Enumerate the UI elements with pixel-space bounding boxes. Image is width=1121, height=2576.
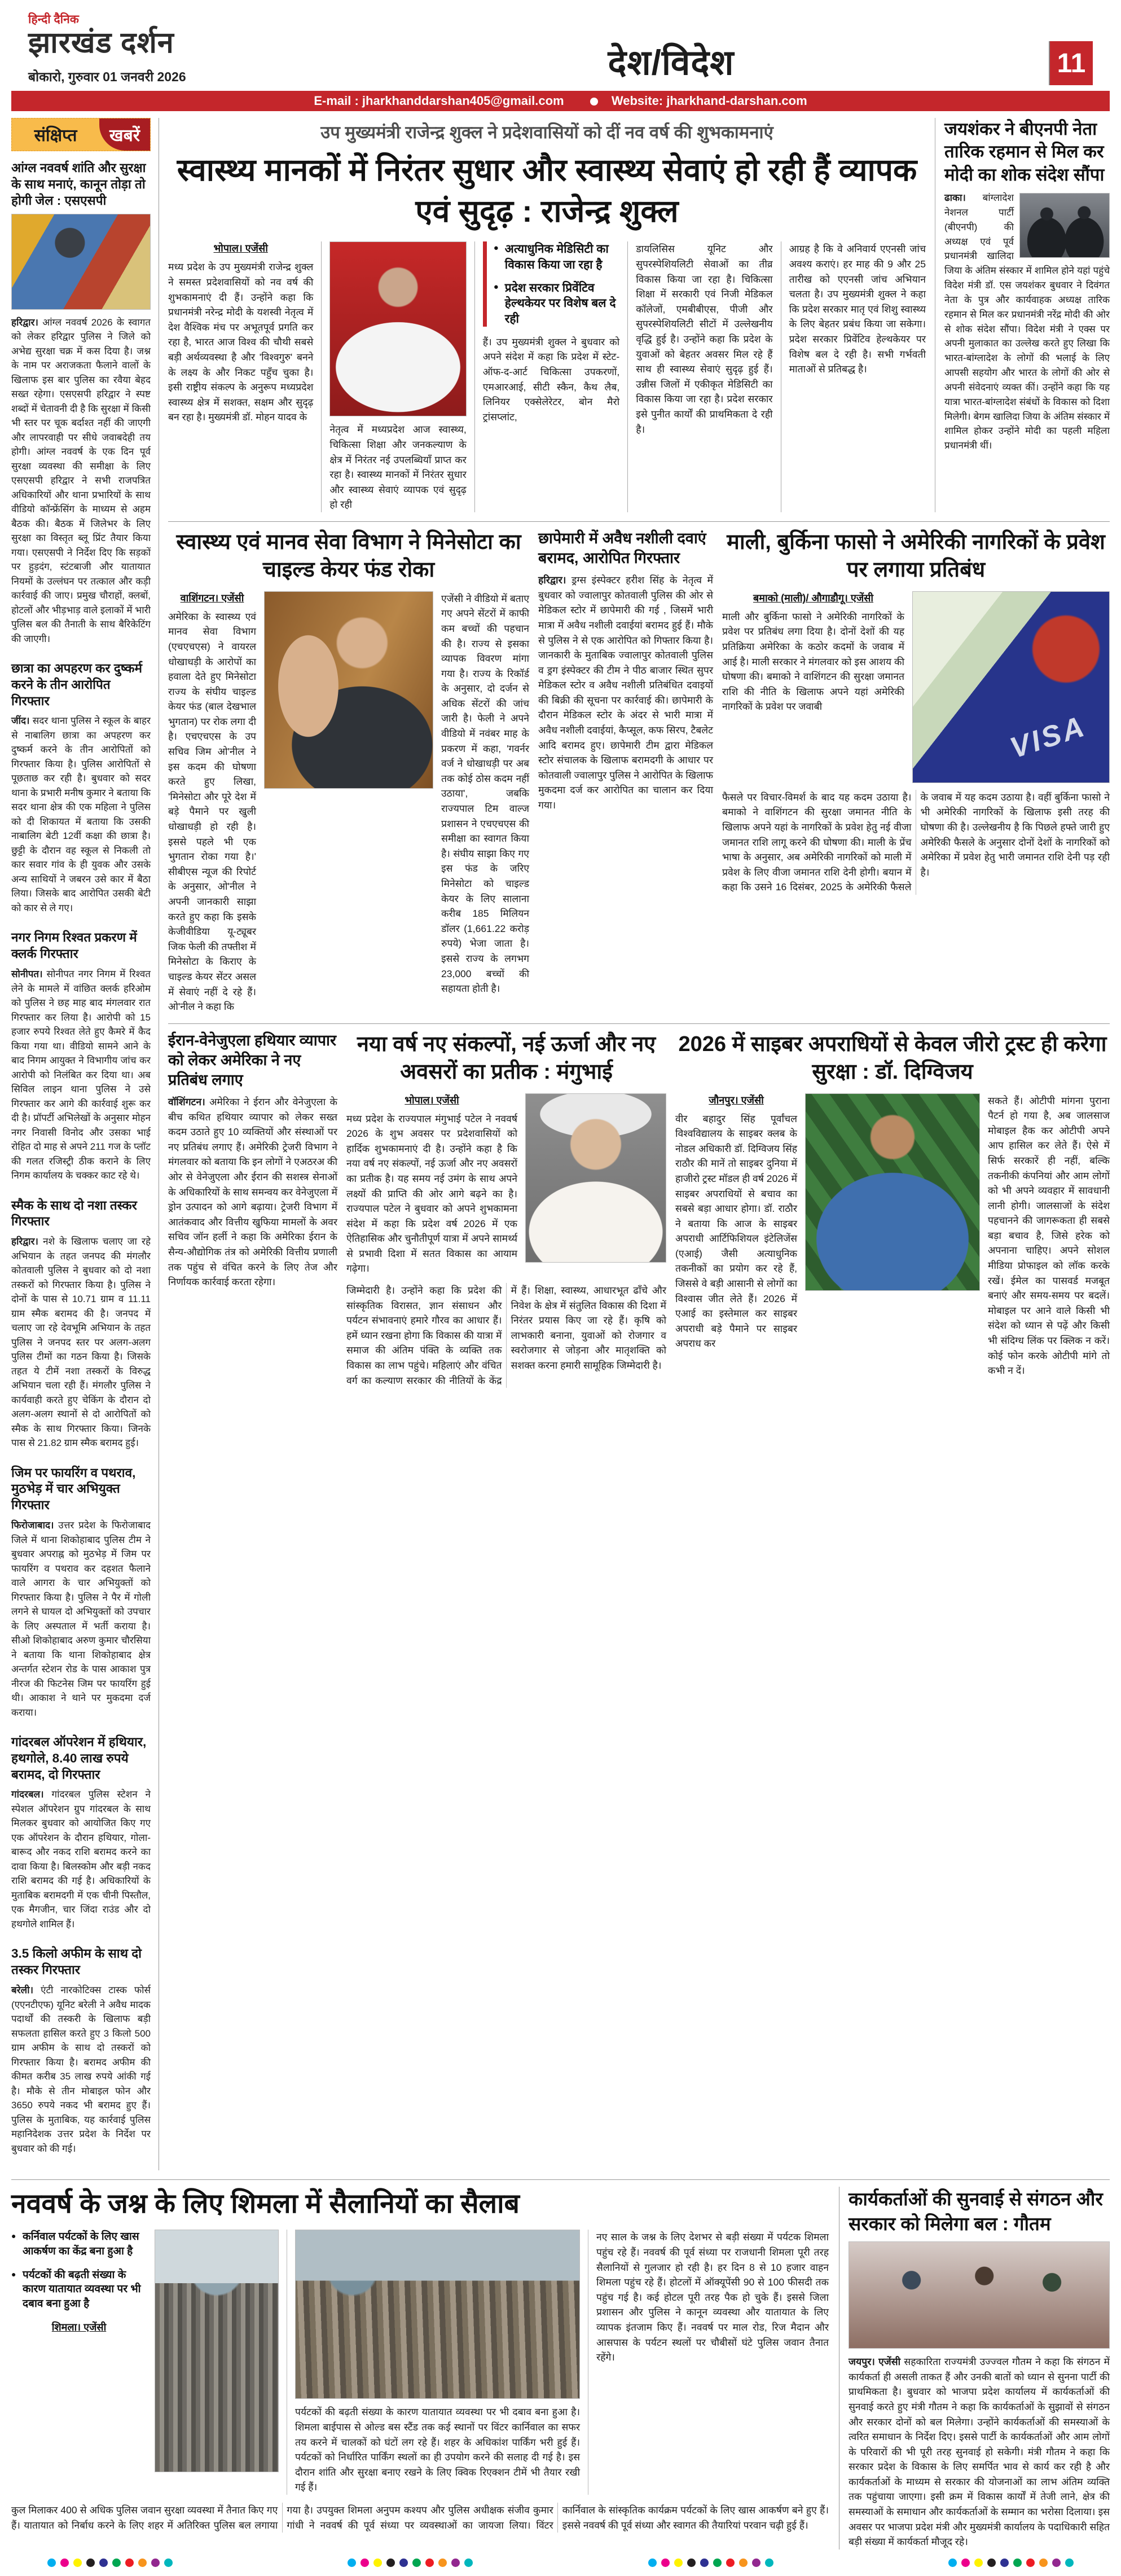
story-body: सकते हैं। ओटीपी मांगना पुराना पैटर्न हो गया है, अब जालसाज मोबाइल हैक कर ओटीपी अपने आप हासिल कर लेते हैं। ऐसे में सिर्फ सरकारें ही नहीं, बल्कि तकनीकी कंपनियां और आम लोगों को भी अपने व्यवहार में सावधानी लानी होगी। जालसाजों के संदेश पहचानने की जागरूकता ही सबसे बड़ा बचाव है, जिसे हरेक को अपनाना चाहिए। अपने सोशल मीडिया प्रोफाइल को लॉक करके रखें। ईमेल का पासवर्ड मजबूत बनाएं और समय-समय पर बदलें। मोबाइल पर आने वाले किसी भी संदेश को ध्यान से पढ़ें और किसी भी संदिग्ध लिंक पर क्लिक न करें। कोई फोन करके ओटीपी मांगे तो कभी न दें। [988,1094,1110,1377]
story-body: कुल मिलाकर 400 से अधिक पुलिस जवान सुरक्षा व्यवस्था में तैनात किए गए हैं। यातायात को निर्बाध करने के लिए शहर में अतिरिक्त पुलिस बल लगाया गया है। उपयुक्त शिमला अनुपम कश्यप और पुलिस अधीक्षक संजीव कुमार गांधी ने नववर्ष की पूर्व संध्या पर व्यवस्थाओं का जायजा लिया। विंटर कार्निवाल के सांस्कृतिक कार्यक्रम पर्यटकों के लिए खास आकर्षण बने हुए हैं। इससे नववर्ष की पूर्व संध्या और स्वागत की तैयारियां परवान चढ़ी हुई हैं। [11,2504,829,2531]
brief-body: एंटी नारकोटिक्स टास्क फोर्स (एएनटीएफ) यूनिट बरेली ने अवैध मादक पदार्थों की तस्करी के खिलाफ बड़ी सफलता हासिल करते हुए 3 किलो 500 ग्राम अफीम के साथ दो तस्करों को गिरफ्तार किया है। बरामद अफीम की कीमत करीब 35 लाख रुपये आंकी गई है। मौके से तीन मोबाइल फोन और 3650 रुपये नकद भी बरामद हुए हैं। पुलिस के मुताबिक, यह कार्रवाई पुलिस महानिदेशक उत्तर प्रदेश के निर्देश पर बुधवार को की गई। [11,1985,151,2154]
story-headline: 2026 में साइबर अपराधियों से केवल जीरो ट्रस्ट ही करेगा सुरक्षा : डॉ. दिग्विजय [678,1032,1107,1084]
story-minnesota [168,529,529,1014]
brief-photo-ssp-meeting [11,214,151,310]
brief-headline: आंग्ल नववर्ष शांति और सुरक्षा के साथ मनाएं, कानून तोड़ा तो होगी जेल : एसएसपी [11,161,146,208]
photo-visa-document [912,591,1110,783]
registration-marks-left [45,2559,175,2567]
row-divider [168,1023,1110,1024]
story-headline: स्वास्थ्य एवं मानव सेवा विभाग ने मिनेसोटा का चाइल्ड केयर फंड रोका [176,530,521,582]
brief-body: सोनीपत नगर निगम में रिश्वत लेने के मामले में वांछित क्लर्क हरिओम को पुलिस ने छह माह बाद मंगलवार रात गिरफ्तार कर लिया है। आरोपी को 15 हजार रुपये रिश्वत लेते हुए कैमरे में कैद किया गया था। वीडियो सामने आने के बाद निगम आयुक्त ने विभागीय जांच कर आरोपी को निलंबित कर दिया था। अब सिविल लाइन थाना पुलिस ने उसे गिरफ्तार कर आगे की कार्रवाई शुरू कर दी है। प्रॉपर्टी अभिलेखों के अनुसार मोहन नगर निवासी विनोद और उसका भाई रोहित दो माह से अपने 211 गज के प्लॉट की गलत रजिस्ट्री ठीक कराने के लिए निगम कार्यालय के चक्कर काट रहे थे। [11,969,151,1181]
section-title: देश/विदेश [608,43,735,83]
brief-body: नशे के खिलाफ चलाए जा रहे अभियान के तहत जनपद की मंगलौर कोतवाली पुलिस ने बुधवार को दो नशा तस्करों को गिरफ्तार किया है। पुलिस ने दोनों के पास से 10.71 ग्राम व 11.11 ग्राम स्मैक बरामद की है। जनपद में चलाए जा रहे देवभूमि अभियान के तहत पुलिस ने जनपद स्तर पर अलग-अलग पुलिस टीमों का गठन किया है। जिसके तहत ये टीमें नशा तस्करों के विरुद्ध अभियान चला रही हैं। मंगलौर पुलिस ने कार्यवाही करते हुए चेकिंग के दौरान दो अलग-अलग स्थानों से दो आरोपितों को स्मैक के साथ गिरफ्तार किया। जिनके पास से 21.82 ग्राम स्मैक बरामद हुई। [11,1236,151,1449]
brief-dateline: जींद। [11,715,30,727]
story-headline: जयशंकर ने बीएनपी नेता तारिक रहमान से मिल कर मोदी का शोक संदेश सौंपा [944,119,1105,184]
lead-col-5 [781,241,926,512]
photo-hhs-official [264,591,433,789]
paper-tagline: हिन्दी दैनिक [28,13,79,26]
row-divider [168,521,1110,522]
story-dateline: ढाका। [944,192,966,204]
lead-body-text: मध्य प्रदेश के उप मुख्यमंत्री राजेन्द्र शुक्ल ने समस्त प्रदेशवासियों को नव वर्ष की शुभकामनाएं दी हैं। उन्होंने कहा कि प्रधानमंत्री नरेन्द्र मोदी के यशस्वी नेतृत्व में देश वैश्विक मंच पर अभूतपूर्व प्रगति कर रहा है, भारत आज विश्व की चौथी सबसे बड़ी अर्थव्यवस्था है और 'विश्वगुरु' बनने के लक्ष्य के और निकट पहुँच चुका है। इसी राष्ट्रीय संकल्प के अनुरूप मध्यप्रदेश स्वास्थ्य क्षेत्र में सशक्त, सक्षम और सुदृढ़ बन रहा है। मुख्यमंत्री डॉ. मोहन यादव के [168,261,314,423]
story-iran-venezuela [168,1031,337,1388]
cyber-col-2 [988,1093,1110,1378]
masthead-left [28,11,293,85]
briefs-column [11,118,159,2170]
story-manghubhai [346,1031,666,1388]
row-lead [168,118,1110,512]
registration-marks-center-right [646,2559,776,2567]
story-body: पर्यटकों की बढ़ती संख्या के कारण यातायात व्यवस्था पर भी दबाव बना हुआ है। शिमला बाईपास से ओल्ड बस स्टैंड तक कई स्थानों पर विंटर कार्निवाल का सफर तय करने में चालकों को घंटों लग रहे हैं। शहर के अधिकांश पार्किंग भरी हुई हैं। पर्यटकों को निर्धारित पार्किंग स्थलों का ही उपयोग करने की सलाह दी गई है। इस दौरान शांति और सुरक्षा बनाए रखने के लिए क्विक रिएक्शन टीमें भी तैयार रखी गई हैं। [295,2406,580,2493]
row-middle [168,529,1110,1014]
shimla-text-col [588,2230,829,2495]
story-body: वीर बहादुर सिंह पूर्वांचल विश्वविद्यालय के साइबर क्लब के नोडल अधिकारी डॉ. दिग्विजय सिंह राठौर की मानें तो साइबर दुनिया में हाजीरो ट्रस्ट मॉडल ही वर्ष 2026 में साइबर अपराधियों से बचाव का सबसे बड़ा आधार होगा। डॉ. राठौर ने बताया कि आज के साइबर अपराधी आर्टिफिशियल इंटेलिजेंस (एआई) जैसी अत्याधुनिक तकनीकों का प्रयोग कर रहे हैं, जिससे वे बड़ी आसानी से लोगों का विश्वास जीत लेते हैं। 2026 में एआई का इस्तेमाल कर साइबर अपराधी बड़े पैमाने पर साइबर अपराध कर [675,1113,797,1349]
story-dateline: जौनपुर। एजेंसी [709,1094,764,1106]
edition-dateline: बोकारो, गुरुवार 01 जनवरी 2026 [28,69,186,85]
lead-col-3 [474,241,619,512]
lead-col-4 [627,241,772,512]
photo-party-office-meeting [849,2241,1110,2349]
lead-bullet: ● प्रदेश सरकार प्रिवेंटिव हेल्थकेयर पर विशेष बल दे रही [494,280,619,327]
brief-headline: नगर निगम रिश्वत प्रकरण में क्लर्क गिरफ्तार [11,930,137,961]
shimla-point: ● कर्निवाल पर्यटकों के लिए खास आकर्षण का केंद्र बना हुआ है [11,2230,147,2258]
shimla-points-col [11,2230,147,2495]
briefs-header-left: संक्षिप्त [34,126,77,146]
print-registration-marks [11,2549,1110,2573]
masthead [11,8,1110,85]
brief-dateline: हरिद्वार। [11,316,38,328]
lead-dateline: भोपाल। एजेंसी [213,243,268,254]
masthead-center [293,38,1049,85]
brief-item [11,160,151,646]
lead-col-1 [168,241,313,512]
photo-shimla-street-crowd [155,2230,279,2472]
minnesota-col-1 [168,591,256,1014]
story-body: मध्य प्रदेश के राज्यपाल मंगुभाई पटेल ने नववर्ष 2026 के शुभ अवसर पर प्रदेशवासियों को हार्दिक शुभकामनाएं दी है। उन्होंने कहा है कि नया वर्ष नए संकल्पों, नई ऊर्जा और नए अवसरों का प्रतीक है। यह समय नई उमंग के साथ अपने लक्ष्यों की प्राप्ति की ओर आगे बढ़ने का है। राज्यपाल पटेल ने बुधवार को अपने शुभकामना संदेश में कहा कि प्रदेश वर्ष 2026 में एक ऐतिहासिक और चुनौतीपूर्ण यात्रा में अपने सामर्थ्य से प्रभावी दिशा में सतत विकास का आयाम गढ़ेगा। [346,1113,517,1274]
brief-item [11,930,151,1183]
story-body: बांग्लादेश नेशनल पार्टी (बीएनपी) की अध्यक्ष एवं पूर्व प्रधानमंत्री खालिदा जिया के अंतिम संस्कार में शामिल होने यहां पहुंचे विदेश मंत्री डॉ. एस जयशंकर बुधवार ने दिवंगत नेता के पुत्र और कार्यवाहक अध्यक्ष तारिक रहमान से मिल कर प्रधानमंत्री नरेंद्र मोदी की ओर से शोक संदेश सौंपा। विदेश मंत्री ने एक्स पर अपनी मुलाकात का उल्लेख करते हुए लिखा कि भारत-बांग्लादेश के लोगों की भलाई के लिए आपसी सहयोग और भारत के लोगों की ओर से अपनी संवेदनाएं व्यक्त कीं। उन्होंने कहा कि यह यात्रा भारत-बांग्लादेश संबंधों के विकास को दिशा मिलेगी। बेगम खालिदा जिया के अंतिम संस्कार में शामिल होकर उन्होंने मोदी का पहली महिला प्रधानमंत्री थीं। [944,192,1110,451]
lead-body-text: नेतृत्व में मध्यप्रदेश आज स्वास्थ्य, चिकित्सा शिक्षा और जनकल्याण के क्षेत्र में निरंतर नई उपलब्धियाँ प्राप्त कर रहा है। स्वास्थ्य मानकों में निरंतर सुधार और स्वास्थ्य सेवाएं व्यापक एवं सुदृढ़ हो रही [329,424,467,511]
story-body: फैसले पर विचार-विमर्श के बाद यह कदम उठाया है। बमाको ने वाशिंगटन की सुरक्षा जमानत नीति के खिलाफ अपने यहां के नागरिकों के प्रवेश हेतु नई वीजा जमानत राशि लागू करने की घोषणा की। माली के प्रेंच भाषा के अनुसार, अब अमेरिकी नागरिकों को माली में प्रवेश के लिए वीजा जमानत राशि देनी होगी। बयान में कहा कि उसने 16 दिसंबर, 2025 के अमेरिकी फैसले के जवाब में यह कदम उठाया है। वहीं बुर्किना फासो ने भी अमेरिकी नागरिकों के खिलाफ इसी तरह की घोषणा की है। उल्लेखनीय है कि पिछले हफ्ते जारी हुए अमेरिकी फैसले के अनुसार दोनों देशों के नागरिकों को अमेरिका में प्रवेश हेतु भारी जमानत राशि देनी पड़ रही है। [722,791,1110,893]
contact-bar [11,91,1110,111]
paper-title: झारखंड दर्शन [28,27,174,59]
photo-governor-patel [525,1093,666,1263]
story-dateline: बमाको (माली)/ औगाडौगू। एजेंसी [753,592,874,604]
brief-headline: छात्रा का अपहरण कर दुष्कर्म करने के तीन आरोपित गिरफ्तार [11,661,143,708]
brief-headline: गांदरबल ऑपरेशन में हथियार, हथगोले, 8.40 लाख रुपये बरामद, दो गिरफ्तार [11,1735,147,1782]
story-dateline: वाशिंगटन। एजेंसी [180,592,244,604]
story-shimla [11,2187,829,2549]
brief-body: गांदरबल पुलिस स्टेशन ने स्पेशल ऑपरेशन ग्रुप गांदरबल के साथ मिलकर बुधवार को आयोजित किए गए एक ऑपरेशन के दौरान हथियार, गोला-बारूद और नकद राशि बरामद करने का दावा किया है। बिलस्कोम और बड़ी नकद राशि बरामद की गई है। अधिकारियों के मुताबिक बरामदगी में एक चीनी पिस्तौल, एक मैगजीन, चार जिंदा राउंड और दो हथगोले शामिल हैं। [11,1789,151,1929]
page-number-badge: 11 [1049,41,1093,85]
brief-dateline: गांदरबल। [11,1789,44,1800]
story-headline: ईरान-वेनेजुएला हथियार व्यापार को लेकर अमेरिका ने नए प्रतिबंध लगाए [168,1031,337,1088]
photo-dr-digvijay-rathore [805,1093,980,1291]
brief-dateline: फिरोजाबाद। [11,1520,54,1531]
row-bottom [11,2179,1110,2549]
row-lower-middle [168,1031,1110,1388]
briefs-header [11,118,151,151]
story-jayshankar [935,118,1110,512]
story-body: एजेंसी ने वीडियो में बताए गए अपने सेंटरों में काफी कम बच्चों की पहचान की है। राज्य से इसका व्यापक विवरण मांगा गया है। राज्य के रिकॉर्ड के अनुसार, दो दर्जन से अधिक सेंटरों की जांच जारी है। फेली ने अपने वीडियो में नवंबर माह के प्रकरण में कहा, 'गवर्नर वर्ज ने धोखाधड़ी पर अब तक कोई ठोस कदम नहीं उठाया', जबकि राज्यपाल टिम वाल्ज प्रशासन ने एचएचएस की समीक्षा का स्वागत किया है। संघीय साझा किए गए इस फंड के जरिए मिनेसोटा को चाइल्ड केयर के लिए सालाना करीब 185 मिलियन डॉलर (1,661.22 करोड़ रुपये) भेजा जाता है। इससे राज्य के लगभग 23,000 बच्चों की सहायता होती है। [441,592,529,995]
story-body: माली और बुर्किना फासो ने अमेरिकी नागरिकों के प्रवेश पर प्रतिबंध लगा दिया है। दोनों देशों की यह प्रतिक्रिया अमेरिका के कठोर कदमों के जवाब में आई है। माली सरकार ने मंगलवार को इस आशय की घोषणा की। बमाको ने वाशिंगटन की सुरक्षा जमानत राशि की नीति के खिलाफ अपने यहां अमेरिकी नागरिकों के प्रवेश पर जवाबी [722,610,904,713]
brief-headline: स्मैक के साथ दो नशा तस्कर गिरफ्तार [11,1198,137,1229]
story-dateline: जयपुर। एजेंसी [849,2356,901,2368]
brief-body: आंग्ल नववर्ष 2026 के स्वागत को लेकर हरिद्वार पुलिस ने जिले को अभेद्य सुरक्षा चक्र में कस दिया है। जश्न के नाम पर अराजकता फैलाने वालों के खिलाफ इस बार पुलिस का रवैया बेहद सख्त रहेगा। एसएसपी हरिद्वार ने स्पष्ट शब्दों में चेतावनी दी है कि सुरक्षा में किसी भी स्तर पर चूक बर्दाश्त नहीं की जाएगी और लापरवाही पर सीधे जवाबदेही तय होगी। आंग्ल नववर्ष के एक दिन पूर्व सुरक्षा व्यवस्था की समीक्षा के लिए एसएसपी हरिद्वार ने सभी राजपत्रित अधिकारियों और थाना प्रभारियों के साथ वीडियो कॉन्फ्रेंसिंग के माध्यम से अहम बैठक की। बैठक में जिलेभर के लिए सुरक्षा का विस्तृत ब्लू प्रिंट तैयार किया गया। एसएसपी ने निर्देश दिए कि सड़कों पर हुड़दंग, स्टंटबाजी और यातायात नियमों के उल्लंघन पर तत्काल और कड़ी कार्रवाई की जाए। प्रमुख चौराहों, क्लबों, होटलों और भीड़भाड़ वाले इलाकों में भारी पुलिस बल की तैनाती के साथ बैरिकेटिंग की जाएगी। [11,316,151,644]
mali-col-1 [722,591,904,783]
lead-bullet: ● अत्याधुनिक मेडिसिटी का विकास किया जा रहा है [494,241,619,272]
story-headline: माली, बुर्किना फासो ने अमेरिकी नागरिकों के प्रवेश पर लगाया प्रतिबंध [727,530,1105,582]
story-chhapemari [538,529,713,1014]
story-cyber [675,1031,1110,1388]
brief-item [11,1198,151,1450]
lead-photo-rajendra-shukl [329,241,466,416]
briefs-header-right: खबरें [99,118,150,151]
separator-dot-icon [590,98,598,105]
cyber-col-1 [675,1093,797,1378]
lead-body-text: डायलिसिस यूनिट और सुपरस्पेशियलिटी सेवाओं का तीव्र विकास किया जा रहा है। चिकित्सा शिक्षा में सरकारी एवं निजी मेडिकल कॉलेजों, एमबीबीएस, पीजी और सुपरस्पेशियलिटी सीटों में उल्लेखनीय वृद्धि हुई है। उन्होंने कहा कि प्रदेश के युवाओं को बेहतर अवसर मिल रहे हैं साथ ही स्वास्थ्य सेवाएं सुदृढ़ हुई हैं। उन्नीस जिलों में एकीकृत मेडिसिटी का विकास किया जा रहा है। प्रदेश सरकार इसे पुनीत कार्यों की प्राथमिकता दे रही है। [636,243,773,435]
shimla-highlight-points [11,2230,147,2311]
visa-photo-text: VISA [1006,709,1090,765]
story-body: नए साल के जश्न के लिए देशभर से बड़ी संख्या में पर्यटक शिमला पहुंच रहे हैं। नववर्ष की पूर्व संध्या पर राजधानी शिमला पूरी तरह सैलानियों से गुलजार हो रही है। हर दिन 8 से 10 हजार वाहन शिमला पहुंच रहे हैं। होटलों में ऑक्यूपेंसी 90 से 100 फीसदी तक पहुंच गई है। कई होटल पूरी तरह पैक हो चुके हैं। इससे जिला प्रशासन और पुलिस ने कानून व्यवस्था और यातायात के लिए व्यापक इंतजाम किए हैं। नववर्ष पर माल रोड, रिज मैदान और आसपास के पर्यटन स्थलों पर चौबीसों घंटे पुलिस जवान तैनात रहेंगे। [596,2231,829,2363]
email-label: E-mail : jharkhanddarshan405@gmail.com [314,94,564,108]
lead-col-2 [321,241,466,512]
story-dateline: हरिद्वार। [538,574,566,586]
manghubhai-col-1 [346,1093,517,1277]
brief-dateline: हरिद्वार। [11,1236,38,1247]
main-content [168,118,1110,2170]
brief-item [11,1946,151,2156]
registration-marks-right [946,2559,1076,2567]
lead-headline: स्वास्थ्य मानकों में निरंतर सुधार और स्वास्थ्य सेवाएं हो रही हैं व्यापक एवं सुदृढ़ : राजेन्द्र शुक्ल [177,152,917,228]
story-body: अमेरिका ने ईरान और वेनेजुएला के बीच कथित हथियार व्यापार को लेकर सख्त कदम उठाते हुए 10 व्यक्तियों और संस्थाओं पर नए प्रतिबंध लगाए हैं। अमेरिकी ट्रेजरी विभाग ने मंगलवार को बताया कि इन लोगों ने एअठरअ की ओर से वेनेजुएला और ईरान की सशस्त्र सेनाओं के अधिकारियों के साथ समन्वय कर वेनेजुएला में ड्रोन उत्पादन को आगे बढ़ाया। ट्रेजरी विभाग में आतंकवाद और वित्तीय खुफिया मामलों के अवर सचिव जॉन हर्ली ने कहा कि अमेरिका ईरान के सैन्य-औद्योगिक तंत्र को अमेरिकी वित्तीय प्रणाली तक पहुंच से वंचित करने के लिए तेज और निर्णायक कार्रवाई करता रहेगा। [168,1096,337,1288]
story-body: सहकारिता राज्यमंत्री उज्ज्वल गौतम ने कहा कि संगठन में कार्यकर्ता ही असली ताकत हैं और उनकी बातों को ध्यान से सुनना पार्टी की प्राथमिकता है। बुधवार को भाजपा प्रदेश कार्यालय में कार्यकर्ताओं की सुनवाई करते हुए मंत्री गौतम ने कहा कि कार्यकर्ताओं के सुझावों से संगठन और सरकार दोनों को बल मिलेगा। उन्होंने कार्यकर्ताओं की समस्याओं के त्वरित समाधान के निर्देश दिए। इससे पार्टी के कार्यकर्ताओं और आम लोगों के परिवारों की भी पूरी तरह सुनवाई हो सकेगी। मंत्री गौतम ने कहा कि सरकार प्रदेश के विकास के लिए समर्पित भाव से कार्य कर रही है और कार्यकर्ताओं के माध्यम से सरकार की योजनाओं का लाभ अंतिम व्यक्ति तक पहुंचाया जाएगा। इसी क्रम में विकास कार्यों में तेजी लाने, क्षेत्र की समस्याओं के समाधान और कार्यकर्ताओं के सम्मान का भरोसा दिलाया। इस अवसर पर भाजपा प्रदेश मंत्री और मुख्यमंत्री कार्यालय के पदाधिकारी सहित बड़ी संख्या में कार्यकर्ता मौजूद रहे। [849,2356,1110,2548]
story-gautam [839,2187,1110,2549]
minnesota-col-2 [441,591,529,1014]
photo-jayshankar-rahman-handshake [1019,193,1110,258]
story-dateline: भोपाल। एजेंसी [405,1094,459,1106]
lead-body-text: आग्रह है कि वे अनिवार्य एएनसी जांच अवश्य कराएं। हर माह की 9 और 25 तारीख को एएनसी जांच अभियान चलता है। उप मुख्यमंत्री शुक्ल ने कहा कि प्रदेश सरकार मातृ एवं शिशु स्वास्थ्य के लिए बेहतर प्रबंध किया जा सकेगा। प्रदेश सरकार प्रिवेंटिव हेल्थकेयर पर विशेष बल दे रही है। सभी गर्भवती माताओं से प्रतिबद्ध है। [789,243,926,375]
shimla-photo-col [287,2230,580,2495]
story-dateline: शिमला। एजेंसी [51,2321,107,2333]
brief-body: सदर थाना पुलिस ने स्कूल के बाहर से नाबालिग छात्रा का अपहरण कर दुष्कर्म करने के तीन आरोपितों को गिरफ्तार किया है। पुलिस आरोपितों से पूछताछ कर रही है। बुधवार को सदर थाना के प्रभारी मनीष कुमार ने बताया कि सदर थाना क्षेत्र की एक महिला ने पुलिस को दी शिकायत में बताया कि उसकी नाबालिग बेटी 12वीं कक्षा की छात्रा है। छुट्टी के दौरान वह स्कूल से निकली तो कार सवार गांव के ही युवक और उसके अन्य साथियों ने जबरन उसे कार में बैठा लिया। जिसके बाद आरोपित उसकी बेटी को कार से ले गए। [11,715,151,913]
story-headline: कार्यकर्ताओं की सुनवाई से संगठन और सरकार को मिलेगा बल : गौतम [849,2188,1103,2234]
brief-dateline: सोनीपत। [11,969,43,980]
lead-highlight-bullets [483,241,619,326]
brief-item [11,1734,151,1931]
brief-headline: 3.5 किलो अफीम के साथ दो तस्कर गिरफ्तार [11,1946,142,1977]
lead-body-text: हैं। उप मुख्यमंत्री शुक्ल ने बुधवार को अपने संदेश में कहा कि प्रदेश में स्टेट-ऑफ-द-आर्ट चिकित्सा उपकरणों, एमआरआई, सीटी स्कैन, कैथ लैब, लिनियर एक्सेलेरेटर, बोन मैरो ट्रांसप्लांट, [482,336,620,423]
photo-shimla-mall-road [295,2230,580,2399]
story-dateline: वॉशिंगटन। [168,1096,205,1108]
story-body: जिम्मेदारी है। उन्होंने कहा कि प्रदेश की सांस्कृतिक विरासत, ज्ञान संसाधन और पर्यटन संभावनाएं हमारे गौरव का आधार हैं। हमें ध्यान रखना होगा कि विकास की यात्रा में समाज की अंतिम पंक्ति के व्यक्ति तक विकास का लाभ पहुंचे। महिलाएं और वंचित वर्ग का कल्याण सरकार की नीतियों के केंद्र में हैं। शिक्षा, स्वास्थ्य, आधारभूत ढाँचे और निवेश के क्षेत्र में संतुलित विकास की दिशा में निरंतर प्रयास किए जा रहे हैं। कृषि को लाभकारी बनाना, युवाओं को रोजगार व स्वरोजगार से जोड़ना और मातृशक्ति को सशक्त करना हमारी सामूहिक जिम्मेदारी है। [346,1285,666,1386]
brief-headline: जिम पर फायरिंग व पथराव, मुठभेड़ में चार अभियुक्त गिरफ्तार [11,1465,136,1513]
shimla-point: ● पर्यटकों की बढ़ती संख्या के कारण यातायात व्यवस्था पर भी दबाव बना हुआ है [11,2268,147,2311]
story-headline: नया वर्ष नए संकल्पों, नई ऊर्जा और नए अवसरों का प्रतीक : मंगुभाई [357,1032,656,1084]
story-body: ड्रग्स इंस्पेक्टर हरीश सिंह के नेतृत्व में बुधवार को ज्वालापुर कोतवाली पुलिस की ओर से मेडिकल स्टोर में छापेमारी की गई , जिसमें भारी मात्रा में अवैध नशीली दवाईयां बरामद हुई हैं। मौके से पुलिस ने से एक आरोपित को गिफ्तार किया है। जानकारी के मुताबिक ज्वालापुर कोतवाली पुलिस व ड्रग इंस्पेक्टर की टीम ने पीठ बाजार स्थित सुपर मेडिकल स्टोर व अवैध नशीली प्रतिबंधित दवाइयों की बिक्री की सूचना पर कार्रवाई की। छापेमारी के दौरान मेडिकल स्टोर के अंदर से भारी मात्रा में अवैध नशीली दवाईयां, कैप्सूल, कफ सिरप, टैबलेट आदि बरामद हुए। छापेमारी टीम द्वारा मेडिकल स्टोर संचालक के खिलाफ बरामदगी के आधार पर कोतवाली ज्वालापुर पुलिस ने आरोपित के खिलाफ मुकदमा दर्ज कर आरोपित का चालान कर दिया गया। [538,574,713,811]
registration-marks-center-left [345,2559,475,2567]
brief-item [11,1465,151,1720]
lead-story [168,118,926,512]
lead-kicker: उप मुख्यमंत्री राजेन्द्र शुक्ल ने प्रदेशवासियों को दीं नव वर्ष की शुभकामनाएं [320,122,773,143]
story-mali [722,529,1110,1014]
story-headline: नववर्ष के जश्न के लिए शिमला में सैलानियों का सैलाब [11,2189,520,2219]
brief-body: उत्तर प्रदेश के फिरोजाबाद जिले में थाना शिकोहाबाद पुलिस टीम ने बुधवार अपराह्न को मुठभेड़ में जिम पर फायरिंग व पथराव कर दहशत फैलाने वाले आगरा के चार अभियुक्तों को गिरफ्तार किया है। पुलिस ने पैर में गोली लगने से घायल दो अभियुक्तों को उपचार के लिए अस्पताल में भर्ती कराया है। सीओ शिकोहाबाद अरुण कुमार चौरसिया ने बताया कि थाना शिकोहाबाद क्षेत्र अन्तर्गत स्टेशन रोड के पास आकाश पुत्र नीरज की फिटनेस जिम पर फायरिंग हुई थी। आकाश ने थाने पर मुकदमा दर्ज कराया। [11,1520,151,1718]
website-label: Website: jharkhand-darshan.com [611,94,807,108]
story-headline: छापेमारी में अवैध नशीली दवाएं बरामद, आरोपित गिरफ्तार [538,529,706,567]
brief-dateline: बरेली। [11,1985,34,1996]
brief-item [11,661,151,915]
story-body: अमेरिका के स्वास्थ्य एवं मानव सेवा विभाग (एचएचएस) ने वायरल धोखाधड़ी के आरोपों का हवाला देते हुए मिनेसोटा राज्य के संघीय चाइल्ड केयर फंड (बाल देखभाल भुगतान) पर रोक लगा दी है। एचएचएस के उप सचिव जिम ओ'नील ने इस कदम की घोषणा करते हुए लिखा, 'मिनेसोटा और पूरे देश में बड़े पैमाने पर खुली धोखाधड़ी हो रही है। इससे पहले भी एक भुगतान रोका गया है।' सीबीएस न्यूज की रिपोर्ट के अनुसार, ओ'नील ने अपनी जानकारी साझा करते हुए कहा कि इसके केजीवीडिया यू-ट्यूबर जिक फेली की तफ्तीश में मिनेसोटा के किराए के चाइल्ड केयर सेंटर असल में सेवाएं नहीं दे रहे हैं। ओ'नील ने कहा कि [168,610,256,1013]
